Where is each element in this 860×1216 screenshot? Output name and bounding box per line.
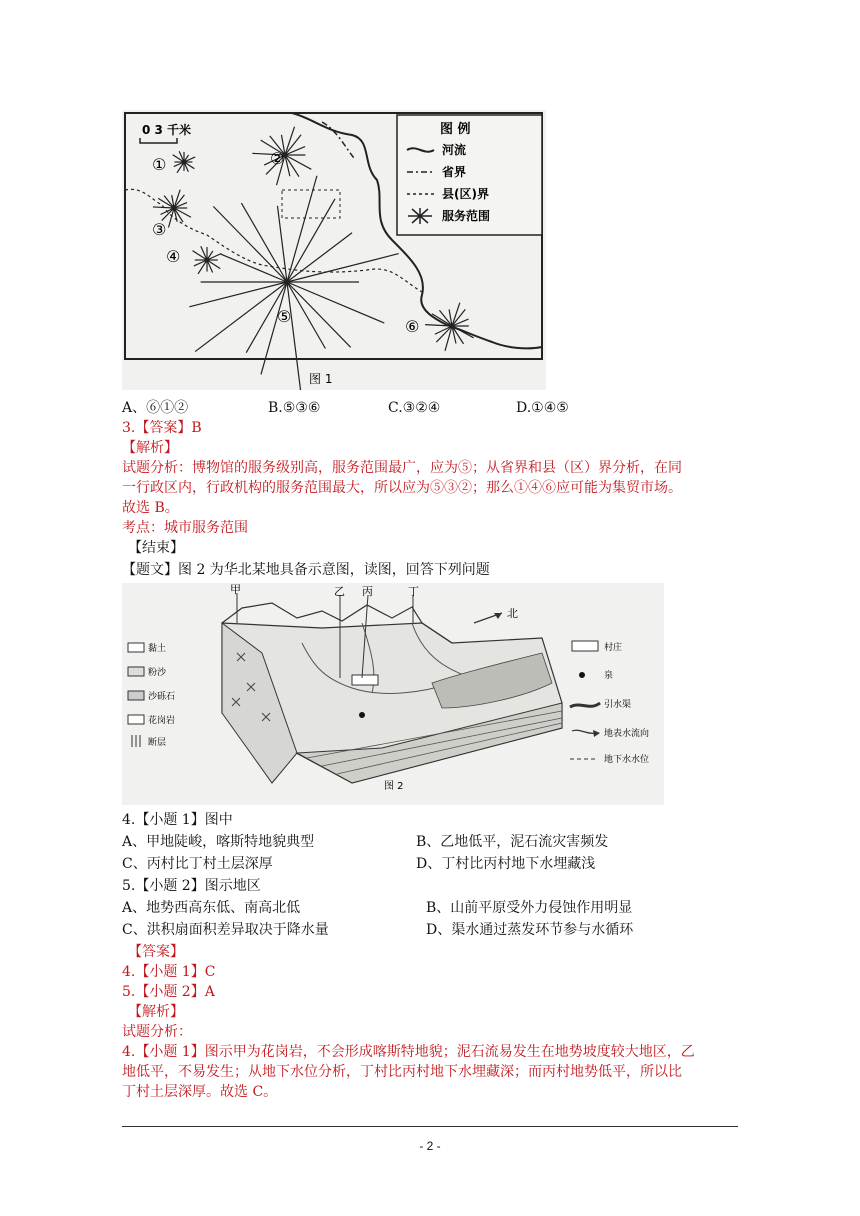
analysis-sub: 试题分析： <box>122 1024 192 1040</box>
q3-kaodian: 考点：城市服务范围 <box>122 520 248 536</box>
legend-river: 河流 <box>442 143 467 157</box>
end-tag: 【结束】 <box>128 540 184 556</box>
q3-analysis-head: 【解析】 <box>122 440 178 456</box>
analysis-line-1: 4.【小题 1】图示甲为花岗岩，不会形成喀斯特地貌；泥石流易发生在地势坡度较大地区，乙 <box>122 1044 695 1060</box>
legend-title: 图 例 <box>440 122 471 137</box>
legend-village: 村庄 <box>604 643 623 653</box>
q5-stem: 5.【小题 2】图示地区 <box>122 878 261 894</box>
legend-service: 服务范围 <box>442 209 491 223</box>
legend-clay-icon <box>128 643 144 652</box>
answer-q4: 4.【小题 1】C <box>122 964 216 980</box>
footer-rule <box>122 1126 738 1127</box>
legend-canal-icon <box>570 703 600 707</box>
label-yi: 乙 <box>334 585 345 598</box>
q3-option-b: B.⑤③⑥ <box>268 400 321 416</box>
point-label-6: ⑥ <box>405 317 420 336</box>
figure-1-service-range-map <box>122 110 546 390</box>
figure-2-caption: 图 2 <box>384 781 404 792</box>
point-label-4: ④ <box>166 247 181 266</box>
legend-village-icon <box>572 641 598 651</box>
q4-option-b: B、乙地低平，泥石流灾害频发 <box>416 834 609 850</box>
analysis-line-3: 丁村土层深厚。故选 C。 <box>122 1084 278 1100</box>
q5-option-d: D、渠水通过蒸发环节参与水循环 <box>426 922 634 938</box>
legend-clay: 黏土 <box>148 644 167 654</box>
q3-answer: 3.【答案】B <box>122 420 202 436</box>
q3-option-c: C.③②④ <box>388 400 441 416</box>
legend-province: 省界 <box>442 165 467 179</box>
q3-analysis-line-1: 试题分析：博物馆的服务级别高，服务范围最广，应为⑤；从省界和县（区）界分析，在同 <box>122 460 682 476</box>
legend-spring-icon <box>579 672 585 678</box>
service-range-5 <box>189 176 398 390</box>
legend-flow-icon <box>572 730 596 733</box>
q3-analysis-line-3: 故选 B。 <box>122 500 179 516</box>
legend-flow: 地表水流向 <box>604 729 650 739</box>
legend-gravel-icon <box>128 691 144 700</box>
legend-fault-icon <box>132 735 140 747</box>
label-jia: 甲 <box>230 583 241 596</box>
service-range-1 <box>173 151 196 173</box>
point-label-5: ⑤ <box>277 307 292 326</box>
point-label-1: ① <box>152 155 167 174</box>
q4-stem: 4.【小题 1】图中 <box>122 812 233 828</box>
page-number: - 2 - <box>419 1139 441 1153</box>
legend-water-table: 地下水水位 <box>604 755 650 765</box>
q3-option-d: D.①④⑤ <box>516 400 569 416</box>
q5-option-b: B、山前平原受外力侵蚀作用明显 <box>426 900 633 916</box>
legend-granite: 花岗岩 <box>148 716 176 726</box>
service-range-6 <box>425 303 473 351</box>
point-label-2: ② <box>270 149 285 168</box>
figure-2-terrain-block-diagram <box>122 583 664 805</box>
analysis-head: 【解析】 <box>128 1004 184 1020</box>
point-label-3: ③ <box>152 220 167 239</box>
figure-1-caption: 图 1 <box>309 372 333 386</box>
legend-county: 县(区)界 <box>442 187 489 201</box>
q4-option-d: D、丁村比丙村地下水埋藏浅 <box>416 856 596 872</box>
legend-fault: 断层 <box>148 738 167 748</box>
legend-gravel: 沙砾石 <box>148 692 176 702</box>
answer-head: 【答案】 <box>128 944 184 960</box>
service-range-4 <box>192 246 221 274</box>
scale-label: 0 3 千米 <box>142 123 192 137</box>
q3-option-a: A、⑥①② <box>122 400 189 416</box>
q3-analysis-line-2: 一行政区内，行政机构的服务范围最大，所以应为⑤③②；那么①④⑥应可能为集贸市场。 <box>122 480 682 496</box>
q5-option-a: A、地势西高东低、南高北低 <box>122 900 301 916</box>
legend-silt-icon <box>128 667 144 676</box>
q4-option-c: C、丙村比丁村土层深厚 <box>122 856 273 872</box>
question-stem: 【题文】图 2 为华北某地具备示意图，读图，回答下列问题 <box>122 562 490 578</box>
north-label: 北 <box>507 607 518 620</box>
legend-spring: 泉 <box>604 671 614 681</box>
q4-option-a: A、甲地陡峻，喀斯特地貌典型 <box>122 834 315 850</box>
label-ding: 丁 <box>408 585 419 598</box>
legend-canal: 引水渠 <box>604 700 632 710</box>
answer-q5: 5.【小题 2】A <box>122 984 215 1000</box>
legend-granite-icon <box>128 715 144 724</box>
legend-silt: 粉沙 <box>148 668 167 678</box>
q5-option-c: C、洪积扇面积差异取决于降水量 <box>122 922 329 938</box>
analysis-line-2: 地低平，不易发生；从地下水位分析，丁村比丙村地下水埋藏深；而丙村地势低平，所以比 <box>122 1064 682 1080</box>
label-bing: 丙 <box>362 585 373 598</box>
